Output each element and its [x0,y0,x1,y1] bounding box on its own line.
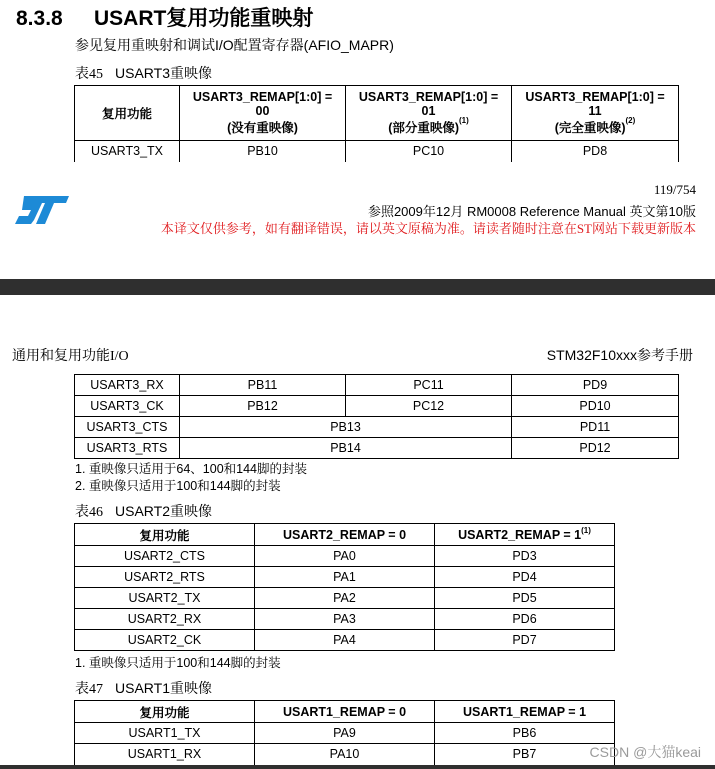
table46-caption [75,501,212,521]
header-cell: USART3_REMAP[1:0] = 01 (部分重映像)$^{(1)}$ [346,86,512,141]
cell-function: USART2_RX [75,609,255,630]
table47-caption [75,678,212,698]
cell-remap-0: PA1 [255,567,435,588]
cell-remap-0: PA0 [255,546,435,567]
table46-usart2-remap [74,523,615,651]
cell-remap-00: PB10 [180,141,346,162]
cell-function: USART2_RTS [75,567,255,588]
footnote-ref: (2) [625,116,636,125]
header-cell: USART3_REMAP[1:0] = 11 (完全重映像)$^{(2)}$ [512,86,679,141]
table-row [75,141,679,162]
table-row [75,567,615,588]
page-separator [0,279,715,295]
header-cell: USART2_REMAP = 0 [255,524,435,546]
running-header-right: STM32F10xxx参考手册 [546,347,693,363]
page-number: 119/754 [653,182,696,197]
table45-note-1: 1. 重映像只适用于64、100和144脚的封装 [75,462,308,476]
footer-warning: 本译文仅供参考，如有翻译错误，请以英文原稿为准。请读者随时注意在ST网站下载更新版本 [160,221,696,236]
table-row [75,744,615,765]
cell-remap-1: PD5 [435,588,615,609]
cell-function: USART3_RX [75,375,180,396]
cell-remap-11: PD11 [512,417,679,438]
section-number: 8.3.8 [16,7,63,30]
table47-header-row [75,701,615,723]
table-row [75,723,615,744]
table46-header-row [75,524,615,546]
header-cell: USART3_REMAP[1:0] = 00 (没有重映像) [180,86,346,141]
table45-usart3-remap [74,85,679,162]
running-header-left: 通用和复用功能I/O [12,349,129,364]
st-logo-icon [14,194,70,226]
table45-header-row [75,86,679,141]
cell-remap-1: PB7 [435,744,615,765]
table47-title: USART1重映像 [115,680,212,696]
footer-reference: 参照2009年12月 RM0008 Reference Manual 英文第10版 [367,204,696,219]
table45-title: USART3重映像 [115,65,212,81]
header-cell: USART1_REMAP = 1 [435,701,615,723]
table46-note-1: 1. 重映像只适用于100和144脚的封装 [75,656,281,670]
footnote-ref: (1) [459,116,469,125]
cell-remap-1: PD3 [435,546,615,567]
table45-caption [75,63,212,83]
csdn-watermark: CSDN @大猫keai [589,744,701,760]
cell-function: USART2_CK [75,630,255,651]
table47-usart1-remap [74,700,615,765]
table-row [75,396,679,417]
table-row [75,417,679,438]
cell-remap-01: PC11 [346,375,512,396]
table45-number: 表45 [75,67,103,82]
table-row [75,609,615,630]
table-row [75,438,679,459]
cell-remap-1: PD4 [435,567,615,588]
cell-remap-1: PB6 [435,723,615,744]
header-cell: 复用功能 [75,86,180,141]
cell-function: USART2_TX [75,588,255,609]
intro-text: 参见复用重映射和调试I/O配置寄存器(AFIO_MAPR) [75,37,394,53]
cell-function: USART3_RTS [75,438,180,459]
footnote-ref: (1) [581,525,591,535]
header-cell: USART2_REMAP = $1^{(1)}$ [435,524,615,546]
table45-continued [74,374,679,459]
table-row [75,630,615,651]
cell-function: USART3_TX [75,141,180,162]
cell-remap-1: PD7 [435,630,615,651]
cell-remap-0: PA9 [255,723,435,744]
cell-remap-11: PD10 [512,396,679,417]
section-title: USART复用功能重映射 [94,7,314,30]
cell-remap-11: PD12 [512,438,679,459]
table-row [75,588,615,609]
cell-function: USART1_RX [75,744,255,765]
cell-function: USART1_TX [75,723,255,744]
table45-note-2: 2. 重映像只适用于100和144脚的封装 [75,479,281,493]
table-row [75,546,615,567]
cell-remap-11: PD9 [512,375,679,396]
cell-remap-11: PD8 [512,141,679,162]
cell-remap-0: PA2 [255,588,435,609]
header-cell: 复用功能 [75,701,255,723]
cell-function: USART3_CK [75,396,180,417]
header-cell: 复用功能 [75,524,255,546]
table-row [75,375,679,396]
header-cell: USART1_REMAP = 0 [255,701,435,723]
cell-function: USART2_CTS [75,546,255,567]
page-separator-bottom [0,765,715,769]
table47-number: 表47 [75,682,103,697]
section-heading [16,2,313,32]
cell-remap-00-01: PB13 [180,417,512,438]
cell-remap-00: PB11 [180,375,346,396]
cell-remap-0: PA3 [255,609,435,630]
cell-function: USART3_CTS [75,417,180,438]
cell-remap-01: PC12 [346,396,512,417]
table46-number: 表46 [75,505,103,520]
cell-remap-1: PD6 [435,609,615,630]
cell-remap-00: PB12 [180,396,346,417]
cell-remap-0: PA10 [255,744,435,765]
table46-title: USART2重映像 [115,503,212,519]
cell-remap-00-01: PB14 [180,438,512,459]
cell-remap-0: PA4 [255,630,435,651]
cell-remap-01: PC10 [346,141,512,162]
